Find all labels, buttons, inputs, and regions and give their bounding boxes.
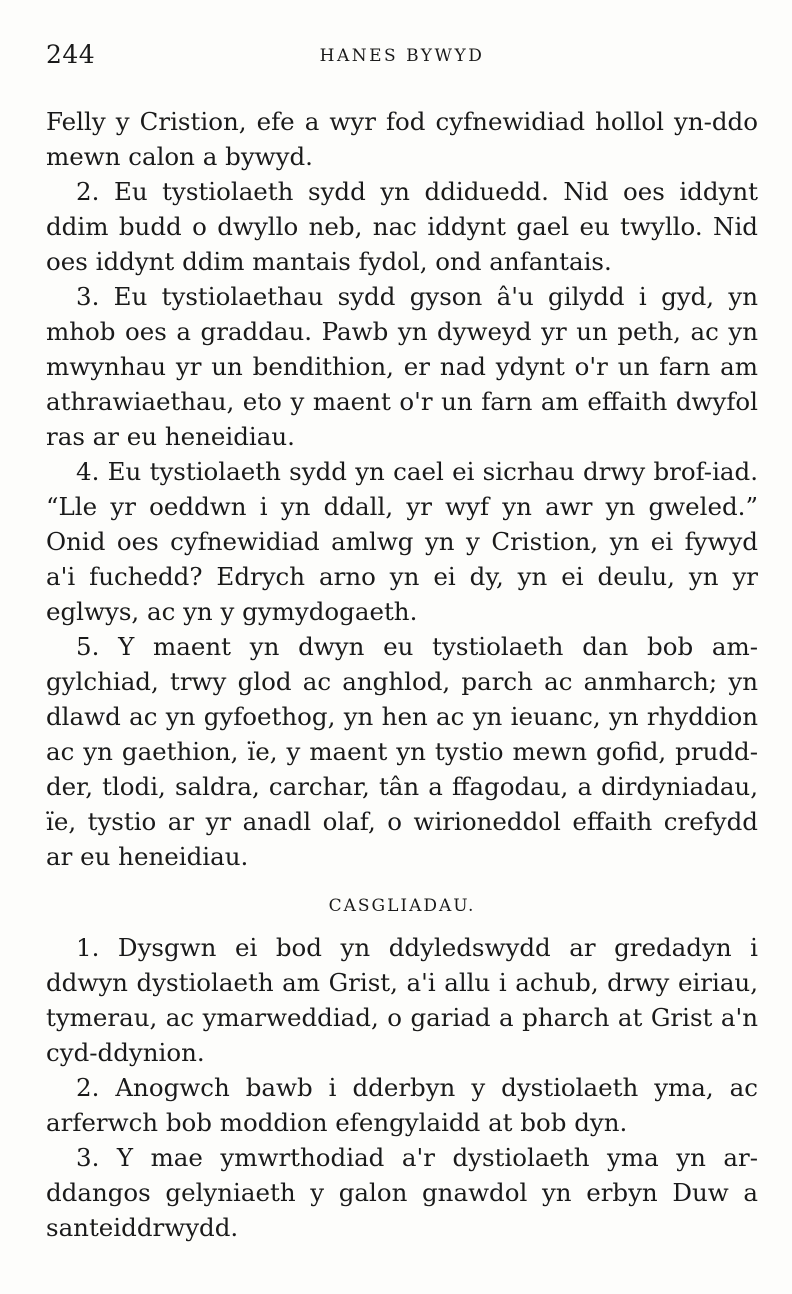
page-number: 244	[46, 40, 96, 69]
paragraph: 3. Eu tystiolaethau sydd gyson â'u gilydd i gyd, yn mhob oes a graddau. Pawb yn dyweyd yr un peth, ac yn mwynhau yr un bendithion, er nad ydynt o'r un farn am athrawiaethau, eto y maent o'r un farn am effaith dwyfol ras ar eu heneidiau.	[46, 282, 758, 451]
section-heading: CASGLIADAU.	[328, 896, 476, 916]
paragraph: 5. Y maent yn dwyn eu tystiolaeth dan bob am-gylchiad, trwy glod ac anghlod, parch ac anmharch; yn dlawd ac yn gyfoethog, yn hen ac yn ieuanc, yn rhyddion ac yn gaethion, ïe, y maent yn tystio mewn gofid, prudd-der, tlodi, saldra, carchar, tân a ffagodau, a dirdyniadau, ïe, tystio ar yr anadl olaf, o wirioneddol effaith crefydd ar eu heneidiau.	[46, 632, 758, 871]
paragraph: Felly y Cristion, efe a wyr fod cyfnewidiad hollol yn-ddo mewn calon a bywyd.	[46, 107, 758, 171]
running-head: HANES BYWYD	[319, 46, 485, 66]
conclusion-paragraph: 2. Anogwch bawb i dderbyn y dystiolaeth yma, ac arferwch bob moddion efengylaidd at bob dyn.	[46, 1073, 758, 1137]
conclusion-paragraph: 1. Dysgwn ei bod yn ddyledswydd ar gredadyn i ddwyn dystiolaeth am Grist, a'i allu i achub, drwy eiriau, tymerau, ac ymarweddiad, o gariad a pharch at Grist a'n cyd-ddynion.	[46, 933, 758, 1067]
paragraph: 4. Eu tystiolaeth sydd yn cael ei sicrhau drwy brof-iad. “Lle yr oeddwn i yn ddall, yr wyf yn awr yn gweled.” Onid oes cyfnewidiad amlwg yn y Cristion, yn ei fywyd a'i fuchedd? Edrych arno yn ei dy, yn ei deulu, yn yr eglwys, ac yn y gymydogaeth.	[46, 457, 758, 626]
conclusion-paragraph: 3. Y mae ymwrthodiad a'r dystiolaeth yma yn ar-ddangos gelyniaeth y galon gnawdol yn erbyn Duw a santeiddrwydd.	[46, 1143, 758, 1242]
paragraph: 2. Eu tystiolaeth sydd yn ddiduedd. Nid oes iddynt ddim budd o dwyllo neb, nac iddynt gael eu twyllo. Nid oes iddynt ddim mantais fydol, ond anfantais.	[46, 177, 758, 276]
body-text	[46, 104, 758, 1245]
page-header	[46, 40, 758, 76]
